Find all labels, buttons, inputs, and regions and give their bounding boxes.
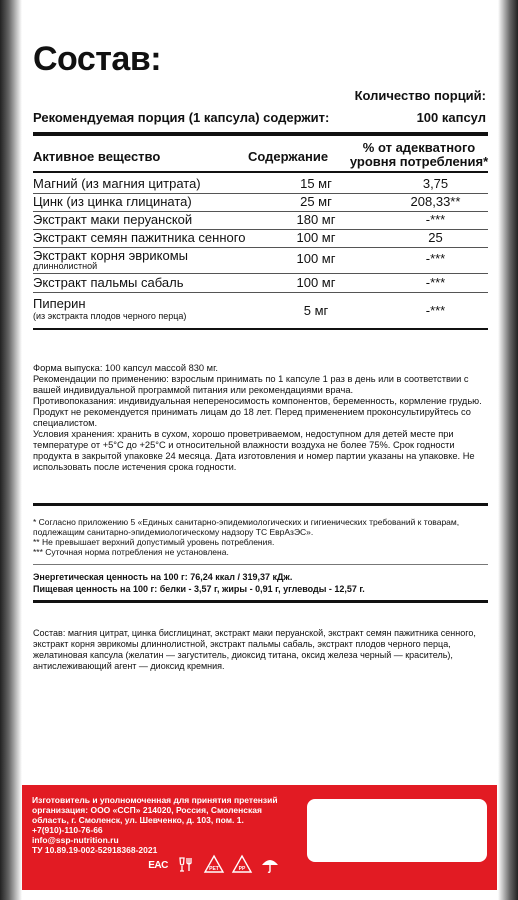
row-substance-sub: длиннолистной xyxy=(33,261,98,271)
table-row xyxy=(33,274,488,293)
manufacturer-footer xyxy=(22,785,497,890)
certification-icons xyxy=(147,853,281,877)
row-amount: 25 мг xyxy=(300,194,332,209)
divider xyxy=(33,503,488,506)
row-amount: 100 мг xyxy=(296,251,336,266)
row-percent: 3,75 xyxy=(422,176,449,191)
row-substance: Магний (из магния цитрата) xyxy=(33,176,201,191)
row-substance: Экстракт семян пажитника сенного xyxy=(33,230,246,245)
footer-line: Изготовитель и уполномоченная для принятия претензий xyxy=(32,795,278,805)
recommended-label: Рекомендуемая порция (1 капсула) содержит: xyxy=(33,110,330,125)
servings-label: Количество порций: xyxy=(354,88,486,103)
row-percent: -*** xyxy=(425,303,446,318)
col-header-percent xyxy=(349,141,489,169)
left-edge-shadow xyxy=(0,0,22,900)
pet-label: PET xyxy=(209,866,219,872)
row-percent: -*** xyxy=(425,251,446,266)
col-header-percent-line1: % от адекватного xyxy=(362,140,476,155)
row-substance: Цинк (из цинка глицината) xyxy=(33,194,192,209)
row-substance: Экстракт маки перуанской xyxy=(33,212,193,227)
row-amount: 100 мг xyxy=(296,275,336,290)
col-header-amount: Содержание xyxy=(248,149,329,164)
col-header-percent-line2: уровня потребления* xyxy=(349,154,489,169)
storage-conditions: Условия хранения: хранить в сухом, хорошо проветриваемом, недоступном для детей месте при температуре от +5°С до +25°С и относительной влажности воздуха не более 75%. Срок годности продукта в закрытой упаковке 24 месяца. Дата изготовления и номер партии указаны на упаковке. Не использовать после истечения срока годности. xyxy=(33,429,475,472)
divider xyxy=(33,132,488,136)
note-1: * Согласно приложению 5 «Единых санитарно-эпидемиологических и гигиенических требований к товарам, подлежащим санитарно-эпидемиологическому надзору ТС ЕврАзЭС». xyxy=(33,517,460,537)
manufacturer-info xyxy=(32,795,302,855)
table-row xyxy=(33,211,488,230)
note-2: ** Не превышает верхний допустимый уровень потребления. xyxy=(33,537,275,547)
info-block xyxy=(33,363,488,473)
row-percent: 25 xyxy=(428,230,443,245)
divider xyxy=(33,171,488,173)
keep-dry-icon xyxy=(259,854,281,876)
servings-value: 100 капсул xyxy=(416,110,486,125)
contraindications: Противопоказания: индивидуальная непереносимость компонентов, беременность, кормление грудью. Продукт не рекомендуется принимать лицам до 18 лет. Перед применением проконсультируйтесь со специалистом. xyxy=(33,396,482,428)
pp-label: PP xyxy=(238,866,246,872)
usage-recommendations: Рекомендации по применению: взрослым принимать по 1 капсуле 1 раз в день или в соответствии с вашей индивидуальной программой питания или рекомендациями врача. xyxy=(33,374,469,395)
recycle-pp-icon xyxy=(231,854,253,876)
page-title: Состав: xyxy=(33,40,162,78)
table-row xyxy=(33,295,488,325)
composition-text: Состав: магния цитрат, цинка бисглицинат, экстракт маки перуанской, экстракт семян пажитника сенного, экстракт корня эврикомы длиннолистной, экстракт пальмы сабаль, экстракт плодов черного перца, желатиновая капсула (желатин — загуститель, диоксид титана, оксид железа черный — краситель), антислеживающий агент — диоксид кремния. xyxy=(33,628,476,671)
note-3: *** Суточная норма потребления не установлена. xyxy=(33,547,229,557)
divider xyxy=(33,328,488,330)
notes-block xyxy=(33,517,488,557)
row-percent: -*** xyxy=(425,212,446,227)
energy-value: Энергетическая ценность на 100 г: 76,24 ккал / 319,37 кДж. xyxy=(33,572,293,582)
table-row xyxy=(33,193,488,212)
release-form: Форма выпуска: 100 капсул массой 830 мг. xyxy=(33,363,218,373)
table-row xyxy=(33,247,488,274)
col-header-substance: Активное вещество xyxy=(33,149,161,164)
row-percent: -*** xyxy=(425,275,446,290)
eac-icon: EAC xyxy=(148,859,168,871)
row-amount: 180 мг xyxy=(296,212,336,227)
row-substance: Экстракт корня эврикомы xyxy=(33,248,188,263)
footer-email: info@ssp-nutrition.ru xyxy=(32,835,119,845)
footer-line: организация: ООО «ССП» 214020, Россия, Смоленская xyxy=(32,805,262,815)
row-substance-sub: (из экстракта плодов черного перца) xyxy=(33,311,187,321)
row-percent: 208,33** xyxy=(410,194,461,209)
footer-tu: ТУ 10.89.19-002-52918368-2021 xyxy=(32,845,158,855)
batch-info-box xyxy=(307,799,487,862)
row-substance: Экстракт пальмы сабаль xyxy=(33,275,184,290)
recycle-pet-icon xyxy=(203,854,225,876)
divider xyxy=(33,564,488,565)
row-amount: 15 мг xyxy=(300,176,332,191)
footer-line: область, г. Смоленск, ул. Шевченко, д. 103, пом. 1. xyxy=(32,815,244,825)
footer-phone: +7(910)-110-76-66 xyxy=(32,825,103,835)
divider xyxy=(33,600,488,603)
food-safe-icon xyxy=(175,854,197,876)
right-edge-shadow xyxy=(498,0,518,900)
nutrition-value: Пищевая ценность на 100 г: белки - 3,57 г, жиры - 0,91 г, углеводы - 12,57 г. xyxy=(33,584,365,594)
table-row xyxy=(33,229,488,248)
table-row xyxy=(33,175,488,194)
row-amount: 100 мг xyxy=(296,230,336,245)
row-amount: 5 мг xyxy=(303,303,329,318)
row-substance: Пиперин xyxy=(33,296,86,311)
